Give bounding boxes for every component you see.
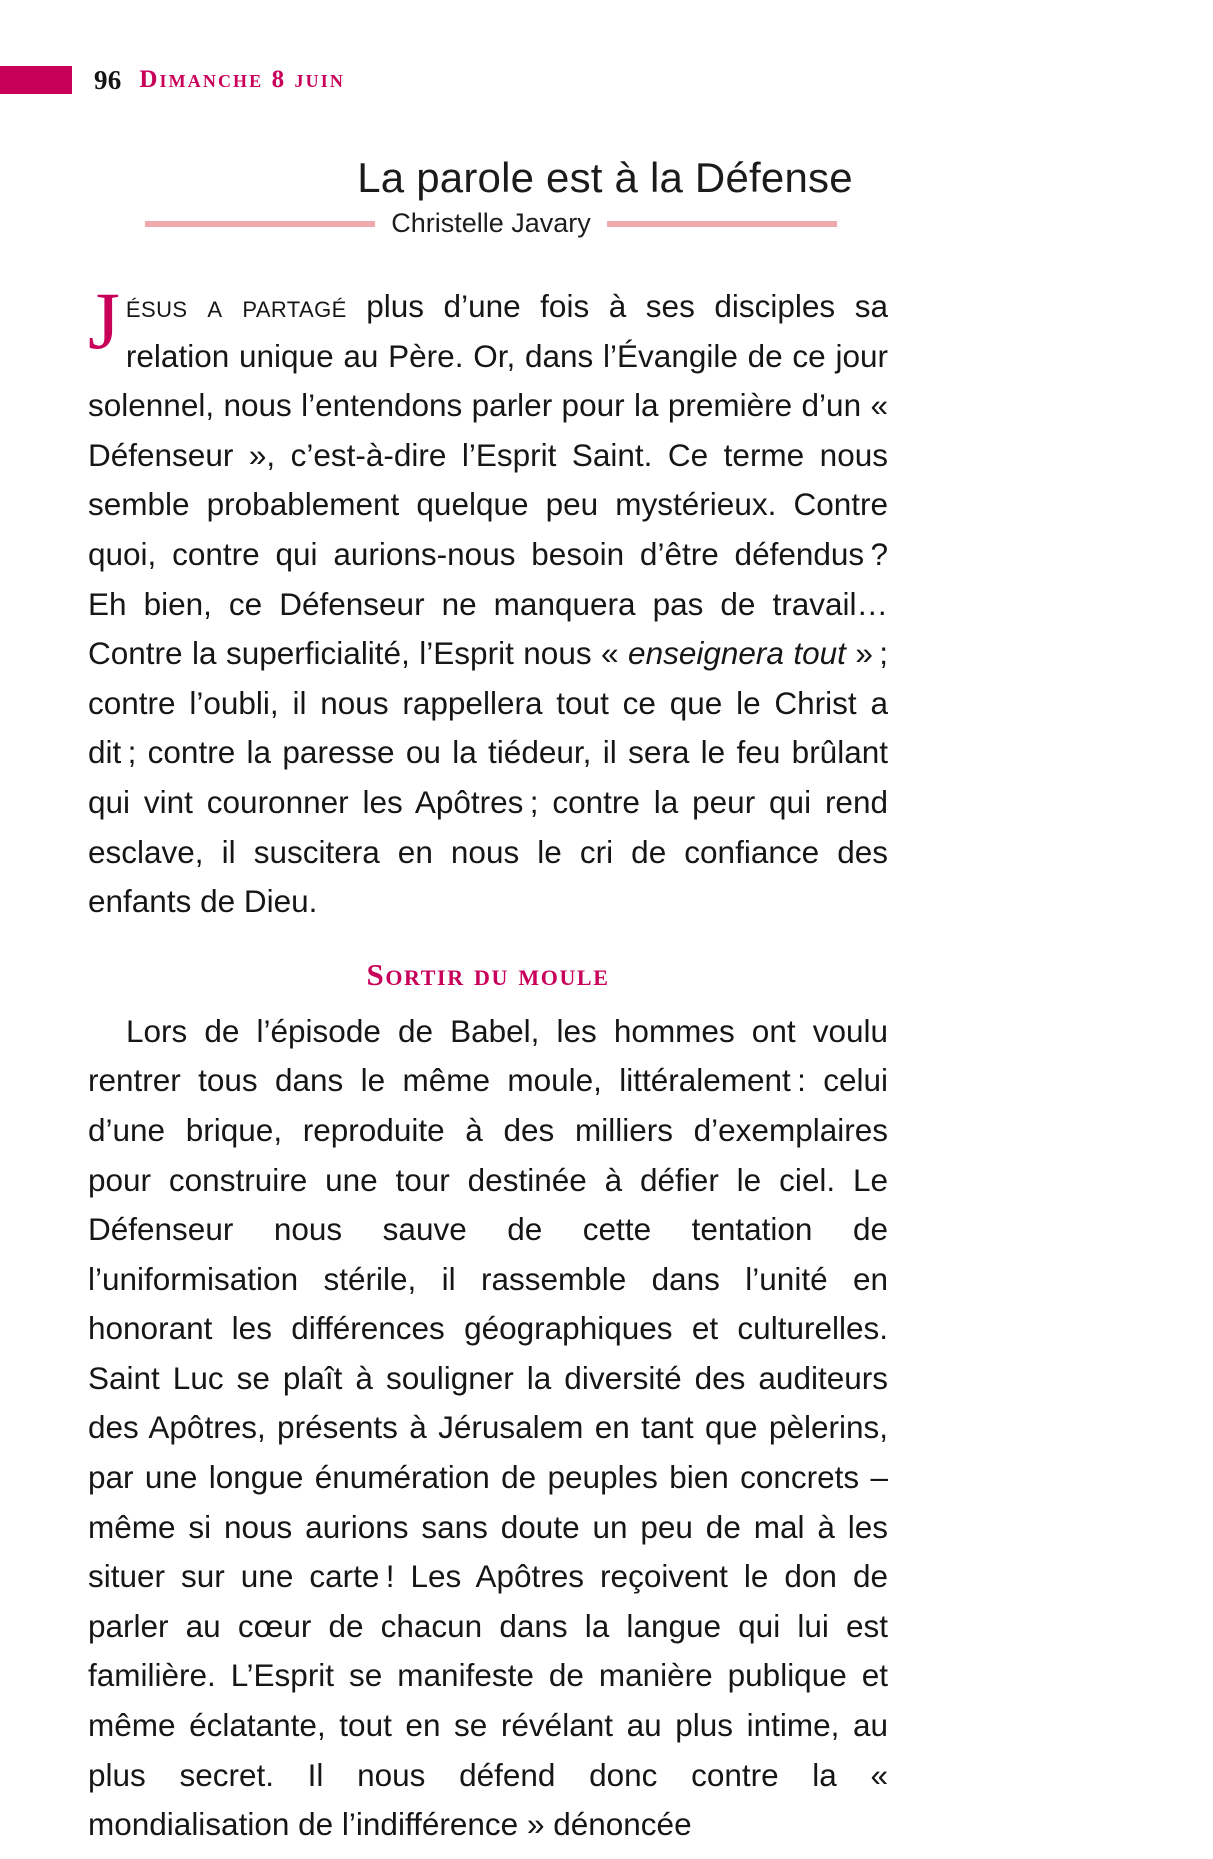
lead-small-caps: ésus a partagé <box>125 288 347 324</box>
author-name: Christelle Javary <box>391 208 591 238</box>
byline-rule-right <box>607 221 837 227</box>
page-number: 96 <box>94 64 122 95</box>
drop-cap: J <box>88 275 120 366</box>
running-head <box>0 62 1213 98</box>
lead-paragraph <box>88 275 888 927</box>
body-paragraph-2: Lors de l’épisode de Babel, les hommes ont voulu rentrer tous dans le même moule, littéralement : celui d’une brique, reproduite à des milliers d’exemplaires pour construire une tour destinée à défier le ciel. Le Défenseur nous sauve de cette tentation de l’uniformisation stérile, il rassemble dans l’unité en honorant les différences géographiques et culturelles. Saint Luc se plaît à souligner la diversité des auditeurs des Apôtres, présents à Jérusalem en tant que pèlerins, par une longue énumération de peuples bien concrets – même si nous aurions sans doute un peu de mal à les situer sur une carte ! Les Apôtres reçoivent le don de parler au cœur de chacun dans la langue qui lui est familière. L’Esprit se manifeste de manière publique et même éclatante, tout en se révélant au plus intime, au plus secret. Il nous défend donc contre la « mondialisation de l’indifférence » dénoncée <box>88 1012 888 1843</box>
byline-rule-left <box>145 221 375 227</box>
accent-bar <box>0 66 72 94</box>
running-head-date: Dimanche 8 juin <box>139 66 345 93</box>
page-title: La parole est à la Défense <box>357 154 853 202</box>
section-heading: Sortir du moule <box>366 956 610 992</box>
lead-text-before-quote: plus d’une fois à ses disciples sa relation unique au Père. Or, dans l’Évangile de ce jour solennel, nous l’entendons parler pour la première d’un « Défenseur », c’est-à-dire l’Esprit Saint. Ce terme nous semble probablement quelque peu mystérieux. Contre quoi, contre qui aurions-nous besoin d’être défendus ? Eh bien, ce Défenseur ne manquera pas de travail… Contre la superficialité, l’Esprit nous « <box>88 288 888 672</box>
lead-text-after-quote: » ; contre l’oubli, il nous rappellera tout ce que le Christ a dit ; contre la paresse ou la tiédeur, il sera le feu brûlant qui vint couronner les Apôtres ; contre la peur qui rend esclave, il suscitera en nous le cri de confiance des enfants de Dieu. <box>88 635 888 920</box>
body-column <box>88 275 888 1850</box>
byline <box>145 208 837 239</box>
scripture-quote: enseignera tout <box>628 635 846 672</box>
